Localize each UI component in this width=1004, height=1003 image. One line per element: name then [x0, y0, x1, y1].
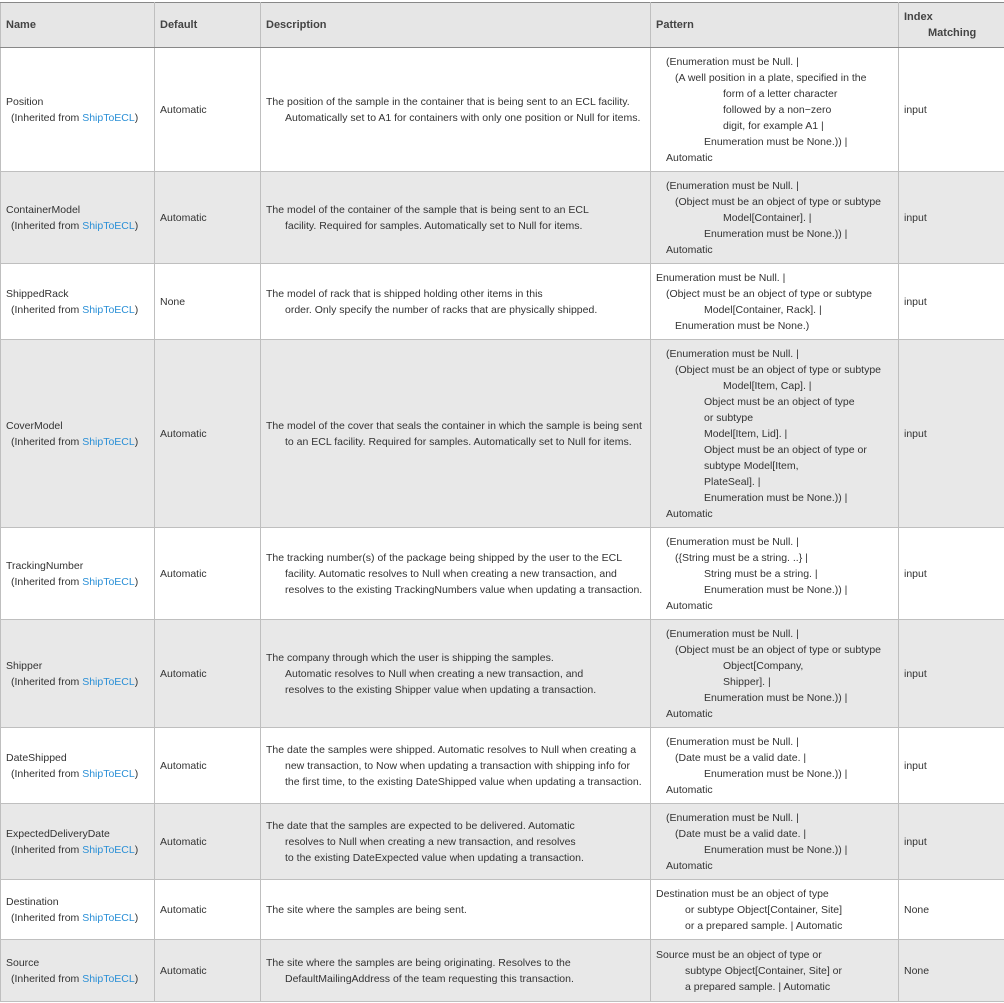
option-name: Position — [6, 95, 44, 108]
option-default-cell — [155, 940, 261, 1002]
pattern-line: ({String must be a string. ..} | — [675, 551, 808, 564]
option-name-cell — [1, 48, 155, 172]
description-line: to the existing DateExpected value when updating a transaction. — [285, 851, 584, 864]
description-line: The site where the samples are being originating. Resolves to the — [266, 956, 571, 969]
pattern-line: Shipper]. | — [723, 675, 771, 688]
inherited-prefix: (Inherited from — [11, 675, 83, 688]
table-row — [1, 880, 1004, 940]
pattern-line: Enumeration must be None.)) | — [704, 691, 848, 704]
option-pattern-cell — [651, 728, 899, 804]
option-name: ExpectedDeliveryDate — [6, 827, 110, 840]
inherited-link[interactable]: ShipToECL — [82, 303, 135, 316]
pattern-line: Model[Container, Rack]. | — [704, 303, 822, 316]
pattern-line: (Enumeration must be Null. | — [666, 55, 799, 68]
inherited-suffix: ) — [134, 843, 139, 856]
pattern-line: subtype Object[Container, Site] or — [685, 964, 843, 977]
index-matching-value: None — [904, 964, 930, 977]
inherited-note — [6, 971, 149, 987]
option-name: Shipper — [6, 659, 43, 672]
option-default-cell — [155, 264, 261, 340]
description-line: The company through which the user is shipping the samples. — [266, 651, 554, 664]
option-name-cell — [1, 340, 155, 528]
pattern-line: Automatic — [666, 859, 713, 872]
option-name-cell — [1, 264, 155, 340]
header-index-line1: Index — [904, 11, 933, 23]
pattern-line: Enumeration must be None.)) | — [704, 767, 848, 780]
description-line: The date that the samples are expected to be delivered. Automatic — [266, 819, 575, 832]
option-default: Automatic — [160, 211, 207, 224]
pattern-line: Enumeration must be None.)) | — [704, 843, 848, 856]
option-index-matching-cell — [899, 880, 1004, 940]
option-default-cell — [155, 620, 261, 728]
option-index-matching-cell — [899, 264, 1004, 340]
inherited-link[interactable]: ShipToECL — [82, 843, 135, 856]
pattern-line: or subtype — [704, 411, 754, 424]
option-default: Automatic — [160, 759, 207, 772]
description-line: the first time, to the existing DateShipped value when updating a transaction. — [285, 775, 642, 788]
pattern-line: Automatic — [666, 243, 713, 256]
index-matching-value: input — [904, 667, 927, 680]
pattern-line: followed by a non−zero — [723, 103, 832, 116]
table-row — [1, 728, 1004, 804]
pattern-line: Object[Company, — [723, 659, 804, 672]
pattern-line: (Enumeration must be Null. | — [666, 811, 799, 824]
index-matching-value: input — [904, 211, 927, 224]
inherited-prefix: (Inherited from — [11, 111, 83, 124]
inherited-note — [6, 574, 149, 590]
inherited-link[interactable]: ShipToECL — [82, 575, 135, 588]
pattern-line: (Object must be an object of type or subtype — [675, 363, 882, 376]
option-pattern-cell — [651, 940, 899, 1002]
header-index-line2: Matching — [928, 27, 977, 39]
inherited-link[interactable]: ShipToECL — [82, 219, 135, 232]
options-table — [0, 2, 1004, 1002]
option-pattern-cell — [651, 804, 899, 880]
pattern-line: Enumeration must be None.)) | — [704, 583, 848, 596]
option-name: DateShipped — [6, 751, 67, 764]
option-name-cell — [1, 528, 155, 620]
option-pattern-cell — [651, 880, 899, 940]
pattern-line: Model[Container]. | — [723, 211, 812, 224]
option-name: Destination — [6, 895, 59, 908]
index-matching-value: None — [904, 903, 930, 916]
inherited-note — [6, 218, 149, 234]
inherited-link[interactable]: ShipToECL — [82, 675, 135, 688]
description-line: The model of the container of the sample that is being sent to an ECL — [266, 203, 589, 216]
inherited-suffix: ) — [134, 575, 139, 588]
option-default-cell — [155, 880, 261, 940]
table-row — [1, 804, 1004, 880]
option-description-cell — [261, 728, 651, 804]
inherited-suffix: ) — [134, 972, 139, 985]
inherited-link[interactable]: ShipToECL — [82, 911, 135, 924]
pattern-line: a prepared sample. | Automatic — [685, 980, 831, 993]
table-row — [1, 48, 1004, 172]
inherited-note — [6, 842, 149, 858]
description-line: to an ECL facility. Required for samples. Automatically set to Null for items. — [285, 435, 632, 448]
option-default: Automatic — [160, 903, 207, 916]
inherited-prefix: (Inherited from — [11, 972, 83, 985]
inherited-link[interactable]: ShipToECL — [82, 111, 135, 124]
inherited-note — [6, 674, 149, 690]
pattern-line: (A well position in a plate, specified in the — [675, 71, 867, 84]
description-line: Automatic resolves to Null when creating a new transaction, and — [285, 667, 584, 680]
pattern-line: digit, for example A1 | — [723, 119, 824, 132]
option-name: ContainerModel — [6, 203, 81, 216]
inherited-suffix: ) — [134, 767, 139, 780]
header-pattern: Pattern — [651, 3, 899, 48]
table-row — [1, 528, 1004, 620]
option-name-cell — [1, 172, 155, 264]
option-index-matching-cell — [899, 172, 1004, 264]
header-row — [1, 3, 1004, 48]
header-default: Default — [155, 3, 261, 48]
pattern-line: Automatic — [666, 707, 713, 720]
description-line: The position of the sample in the container that is being sent to an ECL facility. — [266, 95, 630, 108]
option-default-cell — [155, 48, 261, 172]
option-name-cell — [1, 728, 155, 804]
description-line: resolves to Null when creating a new transaction, and resolves — [285, 835, 576, 848]
description-line: resolves to the existing Shipper value when updating a transaction. — [285, 683, 597, 696]
option-name: CoverModel — [6, 419, 63, 432]
option-description-cell — [261, 620, 651, 728]
index-matching-value: input — [904, 427, 927, 440]
inherited-prefix: (Inherited from — [11, 911, 83, 924]
inherited-prefix: (Inherited from — [11, 219, 83, 232]
index-matching-value: input — [904, 835, 927, 848]
option-default: Automatic — [160, 567, 207, 580]
description-line: The model of rack that is shipped holding other items in this — [266, 287, 543, 300]
pattern-line: (Enumeration must be Null. | — [666, 347, 799, 360]
header-index-matching — [899, 3, 1004, 48]
pattern-line: or subtype Object[Container, Site] — [685, 903, 843, 916]
option-description-cell — [261, 804, 651, 880]
pattern-line: PlateSeal]. | — [704, 475, 761, 488]
pattern-line: Destination must be an object of type — [656, 887, 829, 900]
inherited-prefix: (Inherited from — [11, 575, 83, 588]
option-default: Automatic — [160, 103, 207, 116]
pattern-line: (Date must be a valid date. | — [675, 827, 807, 840]
option-name-cell — [1, 620, 155, 728]
option-pattern-cell — [651, 264, 899, 340]
option-pattern-cell — [651, 172, 899, 264]
option-index-matching-cell — [899, 48, 1004, 172]
pattern-line: Source must be an object of type or — [656, 948, 822, 961]
inherited-prefix: (Inherited from — [11, 843, 83, 856]
pattern-line: (Enumeration must be Null. | — [666, 627, 799, 640]
pattern-line: Automatic — [666, 783, 713, 796]
pattern-line: form of a letter character — [723, 87, 838, 100]
option-index-matching-cell — [899, 804, 1004, 880]
option-description-cell — [261, 528, 651, 620]
option-default: Automatic — [160, 667, 207, 680]
description-line: The site where the samples are being sent. — [266, 903, 467, 916]
option-default: Automatic — [160, 964, 207, 977]
inherited-link[interactable]: ShipToECL — [82, 767, 135, 780]
index-matching-value: input — [904, 759, 927, 772]
option-default-cell — [155, 804, 261, 880]
inherited-prefix: (Inherited from — [11, 303, 83, 316]
option-pattern-cell — [651, 620, 899, 728]
pattern-line: Enumeration must be None.)) | — [704, 491, 848, 504]
inherited-suffix: ) — [134, 111, 139, 124]
pattern-line: Enumeration must be None.) — [675, 319, 810, 332]
pattern-line: Enumeration must be None.)) | — [704, 135, 848, 148]
pattern-line: Automatic — [666, 507, 713, 520]
header-description: Description — [261, 3, 651, 48]
inherited-note — [6, 110, 149, 126]
description-line: facility. Required for samples. Automatically set to Null for items. — [285, 219, 583, 232]
inherited-note — [6, 302, 149, 318]
option-pattern-cell — [651, 528, 899, 620]
pattern-line: (Enumeration must be Null. | — [666, 179, 799, 192]
table-row — [1, 264, 1004, 340]
option-name-cell — [1, 804, 155, 880]
option-index-matching-cell — [899, 728, 1004, 804]
option-default-cell — [155, 528, 261, 620]
pattern-line: Model[Item, Lid]. | — [704, 427, 788, 440]
table-row — [1, 172, 1004, 264]
option-name-cell — [1, 880, 155, 940]
option-default-cell — [155, 728, 261, 804]
option-default: None — [160, 295, 186, 308]
description-line: resolves to the existing TrackingNumbers value when updating a transaction. — [285, 583, 643, 596]
option-description-cell — [261, 264, 651, 340]
description-line: new transaction, to Now when updating a transaction with shipping info for — [285, 759, 630, 772]
description-line: The model of the cover that seals the container in which the sample is being sent — [266, 419, 642, 432]
description-line: The date the samples were shipped. Automatic resolves to Null when creating a — [266, 743, 637, 756]
inherited-suffix: ) — [134, 219, 139, 232]
inherited-suffix: ) — [134, 675, 139, 688]
option-index-matching-cell — [899, 940, 1004, 1002]
option-default-cell — [155, 340, 261, 528]
option-default-cell — [155, 172, 261, 264]
inherited-suffix: ) — [134, 303, 139, 316]
pattern-line: Enumeration must be Null. | — [656, 271, 786, 284]
description-line: The tracking number(s) of the package being shipped by the user to the ECL — [266, 551, 623, 564]
pattern-line: Object must be an object of type or — [704, 443, 867, 456]
inherited-prefix: (Inherited from — [11, 435, 83, 448]
header-name: Name — [1, 3, 155, 48]
option-pattern-cell — [651, 340, 899, 528]
pattern-line: Object must be an object of type — [704, 395, 855, 408]
index-matching-value: input — [904, 567, 927, 580]
description-line: facility. Automatic resolves to Null when creating a new transaction, and — [285, 567, 617, 580]
option-index-matching-cell — [899, 528, 1004, 620]
pattern-line: Model[Item, Cap]. | — [723, 379, 812, 392]
option-default: Automatic — [160, 835, 207, 848]
inherited-suffix: ) — [134, 911, 139, 924]
option-name-cell — [1, 940, 155, 1002]
index-matching-value: input — [904, 103, 927, 116]
option-description-cell — [261, 172, 651, 264]
pattern-line: or a prepared sample. | Automatic — [685, 919, 843, 932]
option-description-cell — [261, 880, 651, 940]
inherited-note — [6, 910, 149, 926]
option-description-cell — [261, 940, 651, 1002]
inherited-note — [6, 766, 149, 782]
table-row — [1, 340, 1004, 528]
option-pattern-cell — [651, 48, 899, 172]
pattern-line: (Enumeration must be Null. | — [666, 535, 799, 548]
pattern-line: (Object must be an object of type or subtype — [675, 643, 882, 656]
option-description-cell — [261, 48, 651, 172]
table-row — [1, 620, 1004, 728]
pattern-line: Automatic — [666, 599, 713, 612]
option-description-cell — [261, 340, 651, 528]
index-matching-value: input — [904, 295, 927, 308]
pattern-line: subtype Model[Item, — [704, 459, 799, 472]
pattern-line: (Date must be a valid date. | — [675, 751, 807, 764]
pattern-line: (Object must be an object of type or subtype — [675, 195, 882, 208]
inherited-link[interactable]: ShipToECL — [82, 435, 135, 448]
inherited-suffix: ) — [134, 435, 139, 448]
option-index-matching-cell — [899, 340, 1004, 528]
option-name: Source — [6, 956, 40, 969]
pattern-line: (Object must be an object of type or subtype — [666, 287, 873, 300]
inherited-link[interactable]: ShipToECL — [82, 972, 135, 985]
pattern-line: String must be a string. | — [704, 567, 818, 580]
option-default: Automatic — [160, 427, 207, 440]
description-line: Automatically set to A1 for containers with only one position or Null for items. — [285, 111, 641, 124]
option-name: TrackingNumber — [6, 559, 84, 572]
option-name: ShippedRack — [6, 287, 69, 300]
option-index-matching-cell — [899, 620, 1004, 728]
pattern-line: Enumeration must be None.)) | — [704, 227, 848, 240]
pattern-line: Automatic — [666, 151, 713, 164]
inherited-note — [6, 434, 149, 450]
inherited-prefix: (Inherited from — [11, 767, 83, 780]
description-line: order. Only specify the number of racks that are physically shipped. — [285, 303, 598, 316]
description-line: DefaultMailingAddress of the team requesting this transaction. — [285, 972, 574, 985]
table-row — [1, 940, 1004, 1002]
pattern-line: (Enumeration must be Null. | — [666, 735, 799, 748]
